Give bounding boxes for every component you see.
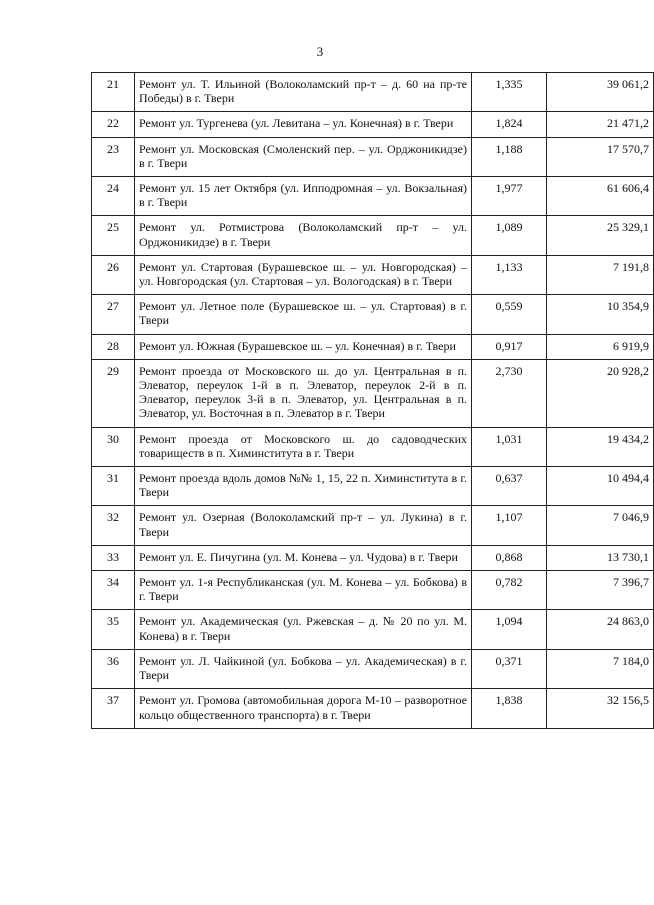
- amount-cell: 19 434,2: [547, 427, 654, 466]
- amount-cell: 6 919,9: [547, 334, 654, 359]
- row-number-cell: 31: [92, 467, 135, 506]
- row-number-cell: 21: [92, 73, 135, 112]
- length-cell: 0,917: [472, 334, 547, 359]
- amount-cell: 21 471,2: [547, 112, 654, 137]
- description-cell: Ремонт ул. Южная (Бурашевское ш. – ул. Конечная) в г. Твери: [135, 334, 472, 359]
- description-cell: Ремонт ул. Громова (автомобильная дорога М-10 – разворотное кольцо общественного транспорта) в г. Твери: [135, 689, 472, 728]
- row-number-cell: 24: [92, 177, 135, 216]
- description-cell: Ремонт ул. Л. Чайкиной (ул. Бобкова – ул. Академическая) в г. Твери: [135, 649, 472, 688]
- length-cell: 0,782: [472, 571, 547, 610]
- row-number-cell: 35: [92, 610, 135, 649]
- row-number-cell: 30: [92, 427, 135, 466]
- amount-cell: 24 863,0: [547, 610, 654, 649]
- table-row: [92, 295, 654, 334]
- length-cell: 1,094: [472, 610, 547, 649]
- row-number-cell: 22: [92, 112, 135, 137]
- table-row: [92, 334, 654, 359]
- table-row: [92, 649, 654, 688]
- road-repair-table: [91, 72, 654, 729]
- length-cell: 1,824: [472, 112, 547, 137]
- amount-cell: 61 606,4: [547, 177, 654, 216]
- length-cell: 1,188: [472, 137, 547, 176]
- description-cell: Ремонт ул. Московская (Смоленский пер. – ул. Орджоникидзе) в г. Твери: [135, 137, 472, 176]
- amount-cell: 7 046,9: [547, 506, 654, 545]
- row-number-cell: 34: [92, 571, 135, 610]
- description-cell: Ремонт ул. Летное поле (Бурашевское ш. – ул. Стартовая) в г. Твери: [135, 295, 472, 334]
- description-cell: Ремонт ул. Академическая (ул. Ржевская – д. № 20 по ул. М. Конева) в г. Твери: [135, 610, 472, 649]
- table-row: [92, 571, 654, 610]
- amount-cell: 7 184,0: [547, 649, 654, 688]
- description-cell: Ремонт проезда вдоль домов №№ 1, 15, 22 п. Химинститута в г. Твери: [135, 467, 472, 506]
- description-cell: Ремонт ул. 1-я Республиканская (ул. М. Конева – ул. Бобкова) в г. Твери: [135, 571, 472, 610]
- description-cell: Ремонт ул. Ротмистрова (Волоколамский пр-т – ул. Орджоникидзе) в г. Твери: [135, 216, 472, 255]
- row-number-cell: 25: [92, 216, 135, 255]
- length-cell: 1,977: [472, 177, 547, 216]
- table-row: [92, 216, 654, 255]
- length-cell: 1,031: [472, 427, 547, 466]
- amount-cell: 10 354,9: [547, 295, 654, 334]
- table-row: [92, 467, 654, 506]
- row-number-cell: 28: [92, 334, 135, 359]
- amount-cell: 13 730,1: [547, 545, 654, 570]
- length-cell: 1,838: [472, 689, 547, 728]
- length-cell: 1,133: [472, 255, 547, 294]
- amount-cell: 20 928,2: [547, 359, 654, 427]
- table-row: [92, 506, 654, 545]
- length-cell: 1,335: [472, 73, 547, 112]
- length-cell: 0,868: [472, 545, 547, 570]
- table-row: [92, 689, 654, 728]
- description-cell: Ремонт ул. 15 лет Октября (ул. Ипподромная – ул. Вокзальная) в г. Твери: [135, 177, 472, 216]
- description-cell: Ремонт ул. Стартовая (Бурашевское ш. – ул. Новгородская) – ул. Новгородская (ул. Стартовая – ул. Вологодская) в г. Твери: [135, 255, 472, 294]
- description-cell: Ремонт ул. Т. Ильиной (Волоколамский пр-т – д. 60 на пр-те Победы) в г. Твери: [135, 73, 472, 112]
- row-number-cell: 23: [92, 137, 135, 176]
- description-cell: Ремонт проезда от Московского ш. до ул. Центральная в п. Элеватор, переулок 1-й в п. Элеватор, переулок 2-й в п. Элеватор, переулок 3-й в п. Элеватор, ул. Центральная в п. Элеватор, ул. Восточная в п. Элеватор в г. Твери: [135, 359, 472, 427]
- row-number-cell: 36: [92, 649, 135, 688]
- description-cell: Ремонт ул. Тургенева (ул. Левитана – ул. Конечная) в г. Твери: [135, 112, 472, 137]
- table-row: [92, 255, 654, 294]
- table-row: [92, 137, 654, 176]
- row-number-cell: 37: [92, 689, 135, 728]
- row-number-cell: 32: [92, 506, 135, 545]
- description-cell: Ремонт ул. Озерная (Волоколамский пр-т – ул. Лукина) в г. Твери: [135, 506, 472, 545]
- amount-cell: 32 156,5: [547, 689, 654, 728]
- length-cell: 0,559: [472, 295, 547, 334]
- length-cell: 0,637: [472, 467, 547, 506]
- row-number-cell: 29: [92, 359, 135, 427]
- row-number-cell: 33: [92, 545, 135, 570]
- length-cell: 1,107: [472, 506, 547, 545]
- table-row: [92, 359, 654, 427]
- length-cell: 1,089: [472, 216, 547, 255]
- amount-cell: 7 191,8: [547, 255, 654, 294]
- table-row: [92, 177, 654, 216]
- table-row: [92, 545, 654, 570]
- length-cell: 2,730: [472, 359, 547, 427]
- row-number-cell: 26: [92, 255, 135, 294]
- description-cell: Ремонт проезда от Московского ш. до садоводческих товариществ в п. Химинститута в г. Твери: [135, 427, 472, 466]
- table-row: [92, 610, 654, 649]
- amount-cell: 17 570,7: [547, 137, 654, 176]
- length-cell: 0,371: [472, 649, 547, 688]
- table-row: [92, 427, 654, 466]
- amount-cell: 7 396,7: [547, 571, 654, 610]
- amount-cell: 25 329,1: [547, 216, 654, 255]
- amount-cell: 39 061,2: [547, 73, 654, 112]
- amount-cell: 10 494,4: [547, 467, 654, 506]
- page-number: 3: [316, 44, 324, 59]
- table-row: [92, 112, 654, 137]
- description-cell: Ремонт ул. Е. Пичугина (ул. М. Конева – ул. Чудова) в г. Твери: [135, 545, 472, 570]
- table-body: [92, 73, 654, 729]
- table-row: [92, 73, 654, 112]
- row-number-cell: 27: [92, 295, 135, 334]
